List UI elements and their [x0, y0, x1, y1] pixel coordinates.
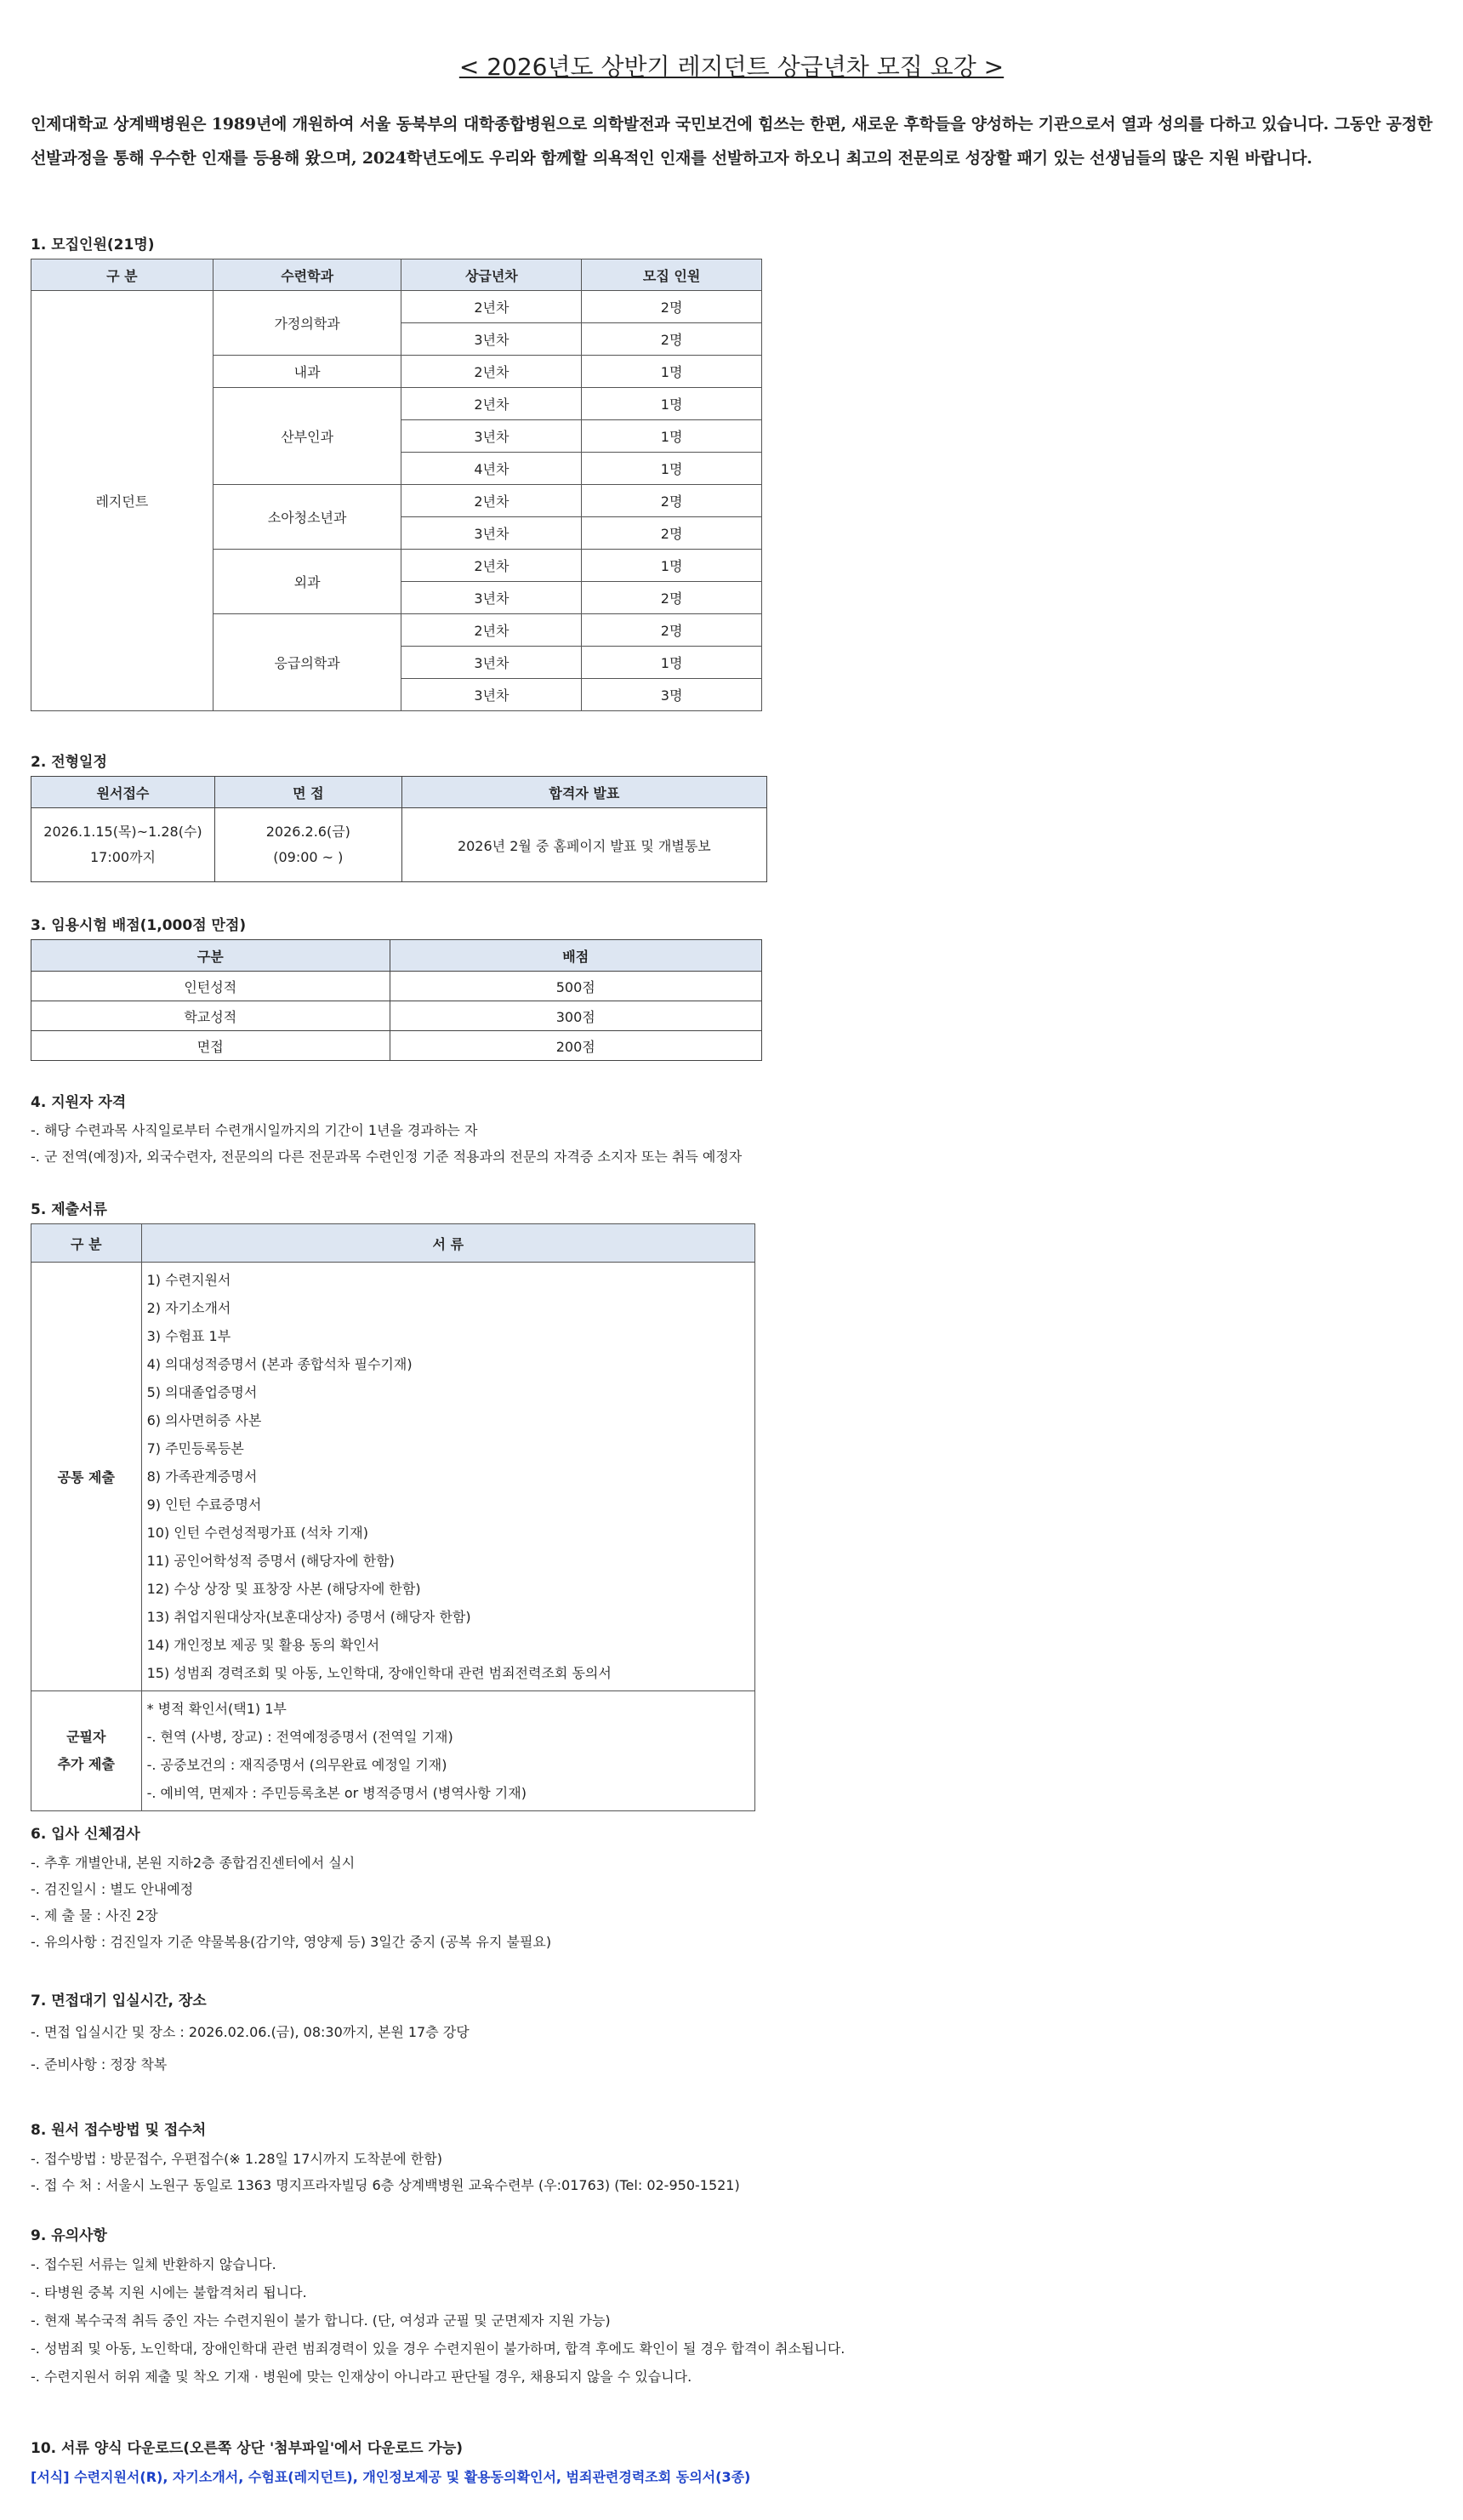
intro-paragraph: 인제대학교 상계백병원은 1989년에 개원하여 서울 동북부의 대학종합병원으로 의학발전과 국민보건에 힘쓰는 한편, 새로운 후학들을 양성하는 기관으로서 열과 성의를 다하고 있습니다. 그동안 공정한 선발과정을 통해 우수한 인재를 등용해 왔으며, 2024학년도에도 우리와 함께할 의욕적인 인재를 선발하고자 하오니 최고의 전문의로 성장할 패기 있는 선생님들의 많은 지원 바랍니다.: [31, 115, 1432, 168]
year-cell: 2년차: [401, 291, 582, 323]
section-8-title: 8. 원서 접수방법 및 접수처: [31, 2122, 207, 2139]
list-item: -. 준비사항 : 정장 착복: [31, 2056, 168, 2072]
military-label-line1: 군필자: [66, 1729, 106, 1745]
header-doc-category: 구 분: [31, 1224, 142, 1263]
count-cell: 1명: [582, 420, 762, 453]
year-cell: 2년차: [401, 485, 582, 517]
year-cell: 3년차: [401, 517, 582, 550]
year-cell: 2년차: [401, 614, 582, 647]
list-item: 8) 가족관계증명서: [146, 1468, 258, 1485]
list-item: 6) 의사면허증 사본: [146, 1412, 262, 1428]
list-item: -. 제 출 물 : 사진 2장: [31, 1907, 158, 1924]
year-cell: 4년차: [401, 453, 582, 485]
year-cell: 3년차: [401, 647, 582, 679]
section-4-title: 4. 지원자 자격: [31, 1094, 127, 1111]
documents-table: [31, 1223, 755, 1811]
count-cell: 2명: [582, 582, 762, 614]
list-item: 14) 개인정보 제공 및 활용 동의 확인서: [146, 1637, 380, 1653]
header-year: 상급년차: [401, 259, 582, 291]
list-item: -. 접수방법 : 방문접수, 우편접수(※ 1.28일 17시까지 도착분에 한함): [31, 2151, 442, 2167]
list-item: 3) 수험표 1부: [146, 1328, 231, 1344]
list-item: 7) 주민등록등본: [146, 1440, 244, 1457]
list-item: -. 추후 개별안내, 본원 지하2층 종합검진센터에서 실시: [31, 1855, 356, 1871]
list-item: 15) 성범죄 경력조회 및 아동, 노인학대, 장애인학대 관련 범죄전력조회 동의서: [146, 1665, 612, 1681]
year-cell: 2년차: [401, 388, 582, 420]
score-category-cell: 인턴성적: [31, 972, 390, 1001]
list-item: -. 예비역, 면제자 : 주민등록초본 or 병적증명서 (병역사항 기재): [146, 1785, 527, 1801]
list-item: -. 성범죄 및 아동, 노인학대, 장애인학대 관련 범죄경력이 있을 경우 수련지원이 불가하며, 합격 후에도 확인이 될 경우 합격이 취소됩니다.: [31, 2340, 845, 2357]
list-item: 9) 인턴 수료증명서: [146, 1497, 262, 1513]
list-item: -. 현재 복수국적 취득 중인 자는 수련지원이 불가 합니다. (단, 여성과 군필 및 군면제자 지원 가능): [31, 2312, 611, 2329]
header-category: 구 분: [31, 259, 213, 291]
list-item: 11) 공인어학성적 증명서 (해당자에 한함): [146, 1553, 395, 1569]
count-cell: 1명: [582, 647, 762, 679]
list-item: 12) 수상 상장 및 표창장 사본 (해당자에 한함): [146, 1581, 421, 1597]
section-7-title: 7. 면접대기 입실시간, 장소: [31, 1993, 207, 2010]
military-label-line2: 추가 제출: [57, 1756, 115, 1772]
count-cell: 2명: [582, 517, 762, 550]
section-3-title: 3. 임용시험 배점(1,000점 만점): [31, 917, 247, 934]
common-docs-label: 공통 제출: [31, 1263, 142, 1691]
apply-date: 2026.1.15(목)~1.28(수): [43, 824, 202, 840]
notes-list: [31, 2250, 845, 2391]
department-cell: 소아청소년과: [213, 485, 401, 550]
score-value-cell: 500점: [390, 972, 762, 1001]
list-item: 5) 의대졸업증명서: [146, 1384, 258, 1400]
list-item: -. 해당 수련과목 사직일로부터 수련개시일까지의 기간이 1년을 경과하는 자: [31, 1122, 478, 1138]
qualification-list: [31, 1117, 742, 1170]
header-count: 모집 인원: [582, 259, 762, 291]
department-cell: 산부인과: [213, 388, 401, 485]
apply-period: [31, 808, 215, 882]
interview-time: (09:00 ~ ): [273, 849, 344, 865]
year-cell: 3년차: [401, 323, 582, 356]
list-item: -. 접수된 서류는 일체 반환하지 않습니다.: [31, 2256, 276, 2272]
list-item: 4) 의대성적증명서 (본과 종합석차 필수기재): [146, 1356, 413, 1372]
list-item: -. 수련지원서 허위 제출 및 착오 기재 · 병원에 맞는 인재상이 아니라고 판단될 경우, 채용되지 않을 수 있습니다.: [31, 2369, 692, 2385]
section-5-title: 5. 제출서류: [31, 1201, 107, 1218]
count-cell: 1명: [582, 388, 762, 420]
table-row: [31, 1001, 762, 1031]
score-value-cell: 200점: [390, 1031, 762, 1061]
header-apply: 원서접수: [31, 777, 215, 808]
list-item: -. 유의사항 : 검진일자 기준 약물복용(감기약, 영양제 등) 3일간 중지 (공복 유지 불필요): [31, 1934, 552, 1950]
score-category-cell: 면접: [31, 1031, 390, 1061]
year-cell: 3년차: [401, 420, 582, 453]
year-cell: 3년차: [401, 582, 582, 614]
score-category-cell: 학교성적: [31, 1001, 390, 1031]
list-item: -. 타병원 중복 지원 시에는 불합격처리 됩니다.: [31, 2284, 307, 2300]
table-row: [31, 1031, 762, 1061]
count-cell: 2명: [582, 614, 762, 647]
section-6-title: 6. 입사 신체검사: [31, 1826, 140, 1843]
department-cell: 응급의학과: [213, 614, 401, 711]
count-cell: 1명: [582, 453, 762, 485]
military-docs-list: [141, 1691, 754, 1811]
common-docs-list: [141, 1263, 754, 1691]
year-cell: 2년차: [401, 356, 582, 388]
list-item: -. 검진일시 : 별도 안내예정: [31, 1881, 194, 1897]
year-cell: 3년차: [401, 679, 582, 711]
form-download-link[interactable]: [서식] 수련지원서(R), 자기소개서, 수험표(레지던트), 개인정보제공 및 활용동의확인서, 범죄관련경력조회 동의서(3종): [31, 2469, 751, 2485]
list-item: -. 접 수 처 : 서울시 노원구 동일로 1363 명지프라자빌딩 6층 상계백병원 교육수련부 (우:01763) (Tel: 02-950-1521): [31, 2177, 740, 2193]
section-9-title: 9. 유의사항: [31, 2227, 107, 2244]
application-method-list: [31, 2146, 740, 2198]
list-item: 13) 취업지원대상자(보훈대상자) 증명서 (해당자 한함): [146, 1609, 471, 1625]
year-cell: 2년차: [401, 550, 582, 582]
header-department: 수련학과: [213, 259, 401, 291]
list-item: * 병적 확인서(택1) 1부: [146, 1701, 287, 1717]
list-item: -. 공중보건의 : 재직증명서 (의무완료 예정일 기재): [146, 1757, 447, 1773]
table-row: [31, 972, 762, 1001]
interview-info-list: [31, 2016, 470, 2081]
header-doc-list: 서 류: [141, 1224, 754, 1263]
physical-exam-list: [31, 1850, 551, 1955]
section-10-title: 10. 서류 양식 다운로드(오른쪽 상단 '첨부파일'에서 다운로드 가능): [31, 2440, 464, 2457]
list-item: 2) 자기소개서: [146, 1300, 231, 1316]
announce-info: 2026년 2월 중 홈페이지 발표 및 개별통보: [401, 808, 766, 882]
list-item: 10) 인턴 수련성적평가표 (석차 기재): [146, 1525, 368, 1541]
interview-date: 2026.2.6(금): [265, 824, 350, 840]
apply-deadline: 17:00까지: [89, 849, 156, 865]
list-item: -. 현역 (사병, 장교) : 전역예정증명서 (전역일 기재): [146, 1729, 453, 1745]
count-cell: 3명: [582, 679, 762, 711]
schedule-table: [31, 776, 767, 882]
department-cell: 가정의학과: [213, 291, 401, 356]
count-cell: 2명: [582, 291, 762, 323]
list-item: -. 면접 입실시간 및 장소 : 2026.02.06.(금), 08:30까지, 본원 17층 강당: [31, 2024, 470, 2040]
header-announce: 합격자 발표: [401, 777, 766, 808]
military-docs-label: [31, 1691, 142, 1811]
count-cell: 2명: [582, 485, 762, 517]
table-row: [31, 291, 762, 323]
score-table: [31, 939, 762, 1061]
header-score-category: 구분: [31, 940, 390, 972]
count-cell: 1명: [582, 550, 762, 582]
page-title: < 2026년도 상반기 레지던트 상급년차 모집 요강 >: [458, 53, 1005, 81]
section-1-title: 1. 모집인원(21명): [31, 237, 155, 254]
department-cell: 외과: [213, 550, 401, 614]
count-cell: 1명: [582, 356, 762, 388]
header-score: 배점: [390, 940, 762, 972]
recruitment-table: [31, 259, 762, 711]
interview-period: [214, 808, 401, 882]
list-item: 1) 수련지원서: [146, 1272, 231, 1288]
department-cell: 내과: [213, 356, 401, 388]
header-interview: 면 접: [214, 777, 401, 808]
score-value-cell: 300점: [390, 1001, 762, 1031]
list-item: -. 군 전역(예정)자, 외국수련자, 전문의의 다른 전문과목 수련인정 기준 적용과의 전문의 자격증 소지자 또는 취득 예정자: [31, 1149, 743, 1165]
section-2-title: 2. 전형일정: [31, 754, 107, 771]
category-cell: 레지던트: [31, 291, 213, 711]
count-cell: 2명: [582, 323, 762, 356]
